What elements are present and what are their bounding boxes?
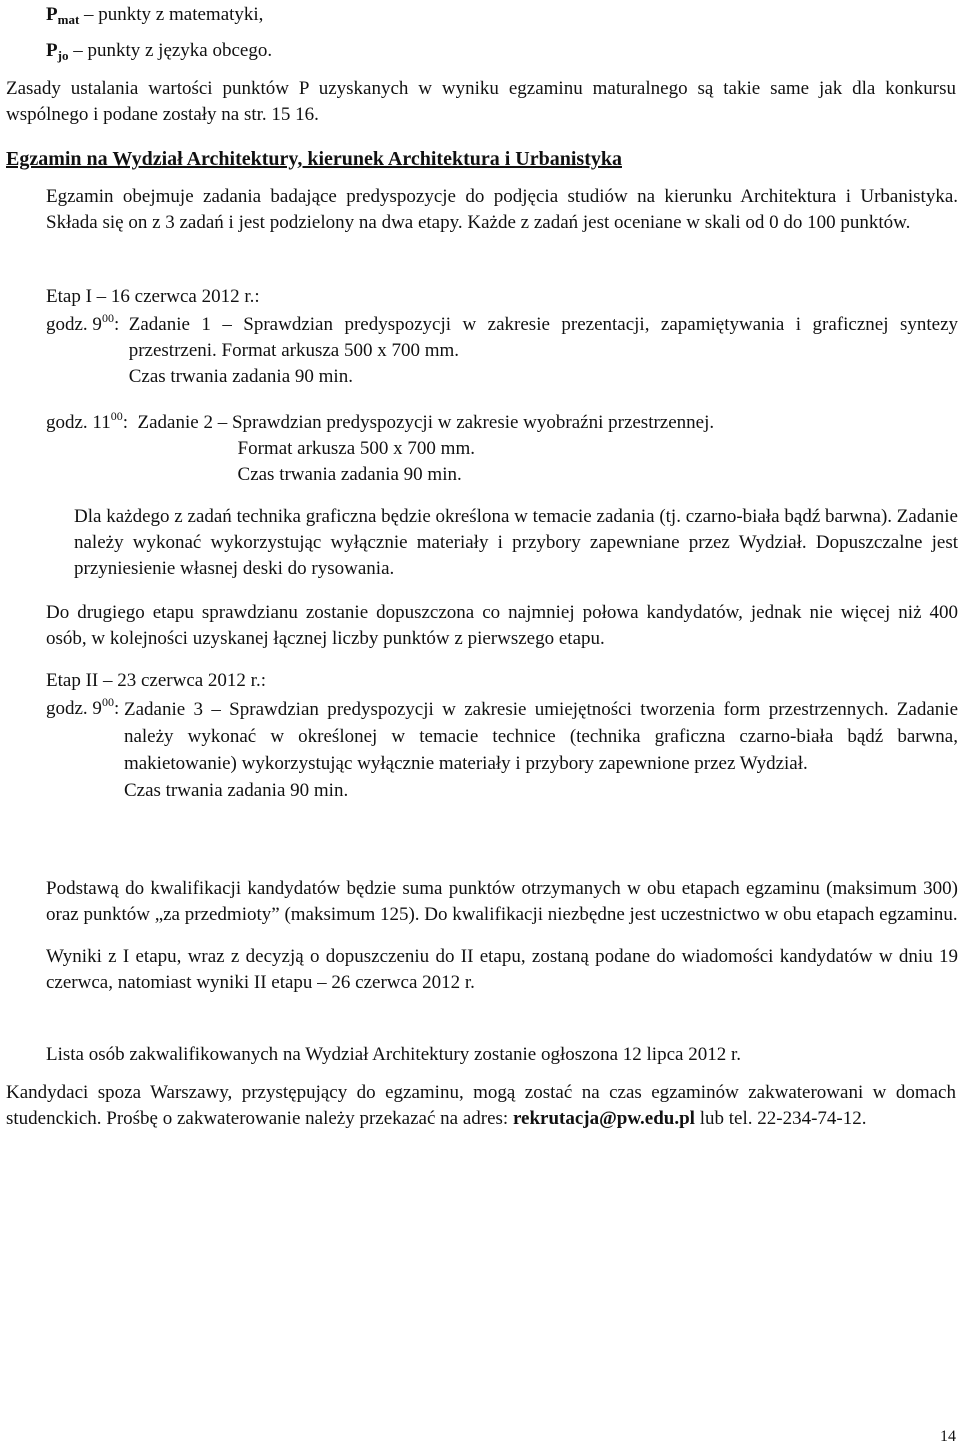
task-body <box>138 410 958 488</box>
task-description: Zadanie 3 – Sprawdzian predyspozycji w zakresie umiejętności tworzenia form przestrzennych. Zadanie należy wykonać w określonej w temacie technice (technika graficzna czarno-biała bądź barwna, makietowanie) wykorzystując wyłącznie materiały i przybory zapewnione przez Wydział. <box>123 699 958 774</box>
page-number: 14 <box>940 1428 956 1445</box>
stage1-task1 <box>46 312 958 390</box>
task-time: godz. $11^{00}$: <box>46 409 129 433</box>
qualify-note: Do drugiego etapu sprawdzianu zostanie dopuszczona co najmniej połowa kandydatów, jednak nie więcej niż 400 osób, w kolejności uzyskanej łącznej liczby punktów z pierwszego etapu. <box>46 602 958 649</box>
list-announcement: Lista osób zakwalifikowanych na Wydział Architektury zostanie ogłoszona 12 lipca 2012 r. <box>46 1044 741 1065</box>
legend-pjo <box>46 38 960 69</box>
task-duration: Czas trwania zadania 90 min. <box>128 366 353 387</box>
legend-symbol: P <box>46 40 58 61</box>
section-heading <box>6 146 956 172</box>
task-time: godz. $9^{00}$: <box>46 695 120 719</box>
task-duration: Czas trwania zadania 90 min. <box>123 780 349 801</box>
stage2-task3 <box>46 696 958 804</box>
legend-symbol: P <box>46 4 58 25</box>
housing-tail: lub tel. 22-234-74-12. <box>694 1108 867 1129</box>
email-link[interactable]: rekrutacja@pw.edu.pl <box>512 1108 695 1129</box>
stage1-note: Dla każdego z zadań technika graficzna będzie określona w temacie zadania (tj. czarno-biała bądź barwna). Zadanie należy wykonać wykorzystując wyłącznie materiały i przybory zapewniane przez Wydział. Dopuszczalne jest przyniesienie własnej deski do rysowania. <box>74 506 958 579</box>
exam-description: Egzamin obejmuje zadania badające predyspozycje do podjęcia studiów na kierunku Architektura i Urbanistyka. Składa się on z 3 zadań i jest podzielony na dwa etapy. Każde z zadań jest oceniane w skali od 0 do 100 punktów. <box>46 186 958 233</box>
task-body <box>124 696 958 804</box>
qualification-basis: Podstawą do kwalifikacji kandydatów będzie suma punktów otrzymanych w obu etapach egzaminu (maksimum 300) oraz punktów „za przedmioty” (maksimum 125). Do kwalifikacji niezbędne jest uczestnictwo w obu etapach egzaminu. <box>46 878 958 925</box>
stage2-title: Etap II – 23 czerwca 2012 r.: <box>46 670 266 691</box>
task-format: Format arkusza 500 x 700 mm. <box>237 438 475 459</box>
legend-text: – punkty z matematyki, <box>79 4 264 25</box>
housing-text: Kandydaci spoza Warszawy, przystępujący do egzaminu, mogą zostać na czas egzaminów zakwaterowani w domach studenckich. Prośbę o zakwaterowanie należy przekazać na adres: <box>6 1082 956 1129</box>
task-description: Zadanie 2 – Sprawdzian predyspozycji w zakresie wyobraźni przestrzennej. <box>137 412 715 433</box>
task-time: godz. $9^{00}$: <box>46 311 120 335</box>
legend-text: – punkty z języka obcego. <box>68 40 273 61</box>
task-duration: Czas trwania zadania 90 min. <box>237 464 462 485</box>
housing-paragraph <box>6 1080 956 1132</box>
intro-paragraph: Zasady ustalania wartości punktów P uzyskanych w wyniku egzaminu maturalnego są takie same jak dla konkursu wspólnego i podane zostały na str. 15 16. <box>6 78 956 125</box>
legend-subscript: jo <box>57 48 69 63</box>
section-heading-text: Egzamin na Wydział Architektury, kierunek Architektura i Urbanistyka <box>6 148 622 170</box>
stage1-task2 <box>46 410 958 488</box>
legend-subscript: mat <box>57 12 80 27</box>
stage1-title: Etap I – 16 czerwca 2012 r.: <box>46 286 260 307</box>
task-body <box>129 312 958 390</box>
legend-pmat <box>46 2 960 33</box>
task-description: Zadanie 1 – Sprawdzian predyspozycji w zakresie prezentacji, zapamiętywania i graficznej syntezy przestrzeni. Format arkusza 500 x 700 mm. <box>128 314 958 361</box>
results-paragraph: Wyniki z I etapu, wraz z decyzją o dopuszczeniu do II etapu, zostaną podane do wiadomości kandydatów w dniu 19 czerwca, natomiast wyniki II etapu – 26 czerwca 2012 r. <box>46 946 958 993</box>
